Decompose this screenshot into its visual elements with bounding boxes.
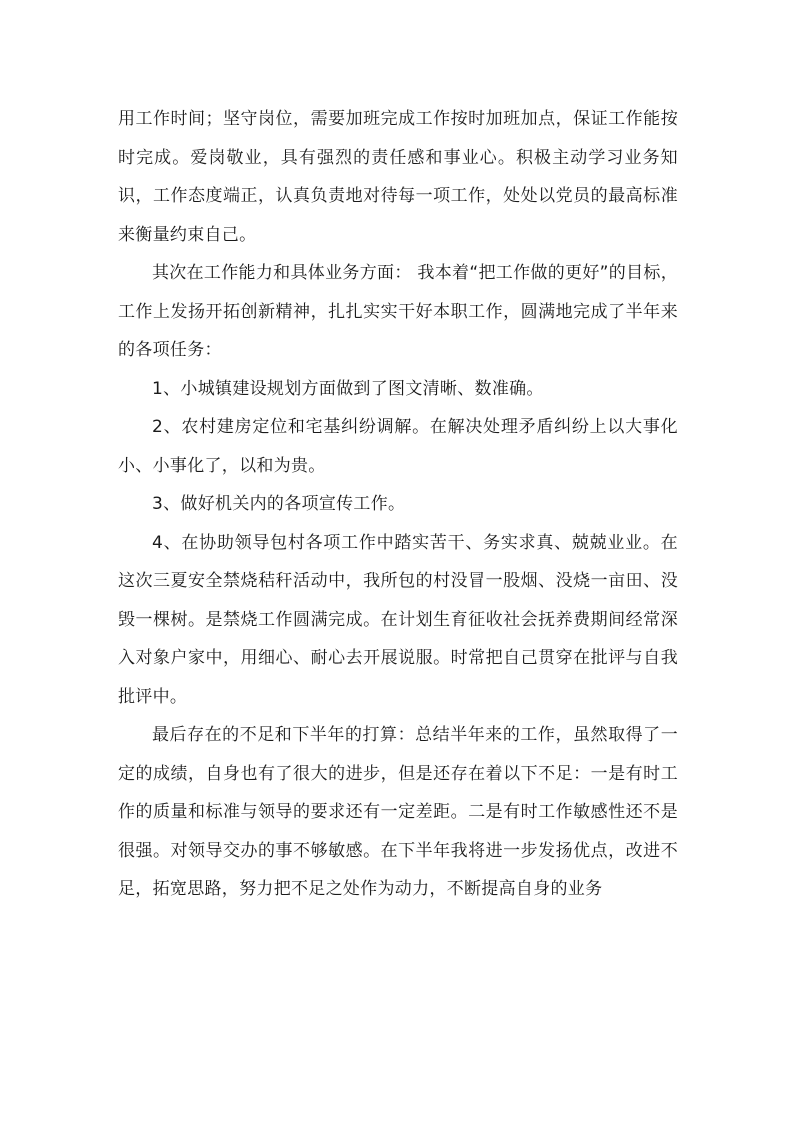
paragraph-2: 其次在工作能力和具体业务方面： 我本着“把工作做的更好”的目标，工作上发扬开拓创新精神，扎扎实实干好本职工作，圆满地完成了半年来的各项任务：: [118, 263, 678, 360]
paragraph-5: 3、做好机关内的各项宣传工作。: [152, 494, 406, 514]
paragraph-3: 1、小城镇建设规划方面做到了图文清晰、数准确。: [152, 378, 544, 399]
paragraph-6: 4、在协助领导包村各项工作中踏实苦干、务实求真、兢兢业业。在这次三夏安全禁烧秸秆活动中，我所包的村没冒一股烟、没烧一亩田、没毁一棵树。是禁烧工作圆满完成。在计划生育征收社会抚养费期间经常深入对象户家中，用细心、耐心去开展说服。时常把自己贯穿在批评与自我批评中。: [118, 532, 678, 707]
paragraph-1: 用工作时间；坚守岗位，需要加班完成工作按时加班加点，保证工作能按时完成。爱岗敬业，具有强烈的责任感和事业心。积极主动学习业务知识，工作态度端正，认真负责地对待每一项工作，处处以党员的最高标准来衡量约束自己。: [118, 109, 678, 245]
paragraph-4: 2、农村建房定位和宅基纠纷调解。在解决处理矛盾纠纷上以大事化小、小事化了，以和为贵。: [118, 417, 678, 476]
paragraph-7: 最后存在的不足和下半年的打算：总结半年来的工作，虽然取得了一定的成绩，自身也有了很大的进步，但是还存在着以下不足：一是有时工作的质量和标准与领导的要求还有一定差距。二是有时工作敏感性还不是很强。对领导交办的事不够敏感。在下半年我将进一步发扬优点，改进不足，拓宽思路，努力把不足之处作为动力，不断提高自身的业务: [118, 725, 678, 899]
document-body: [118, 100, 678, 909]
